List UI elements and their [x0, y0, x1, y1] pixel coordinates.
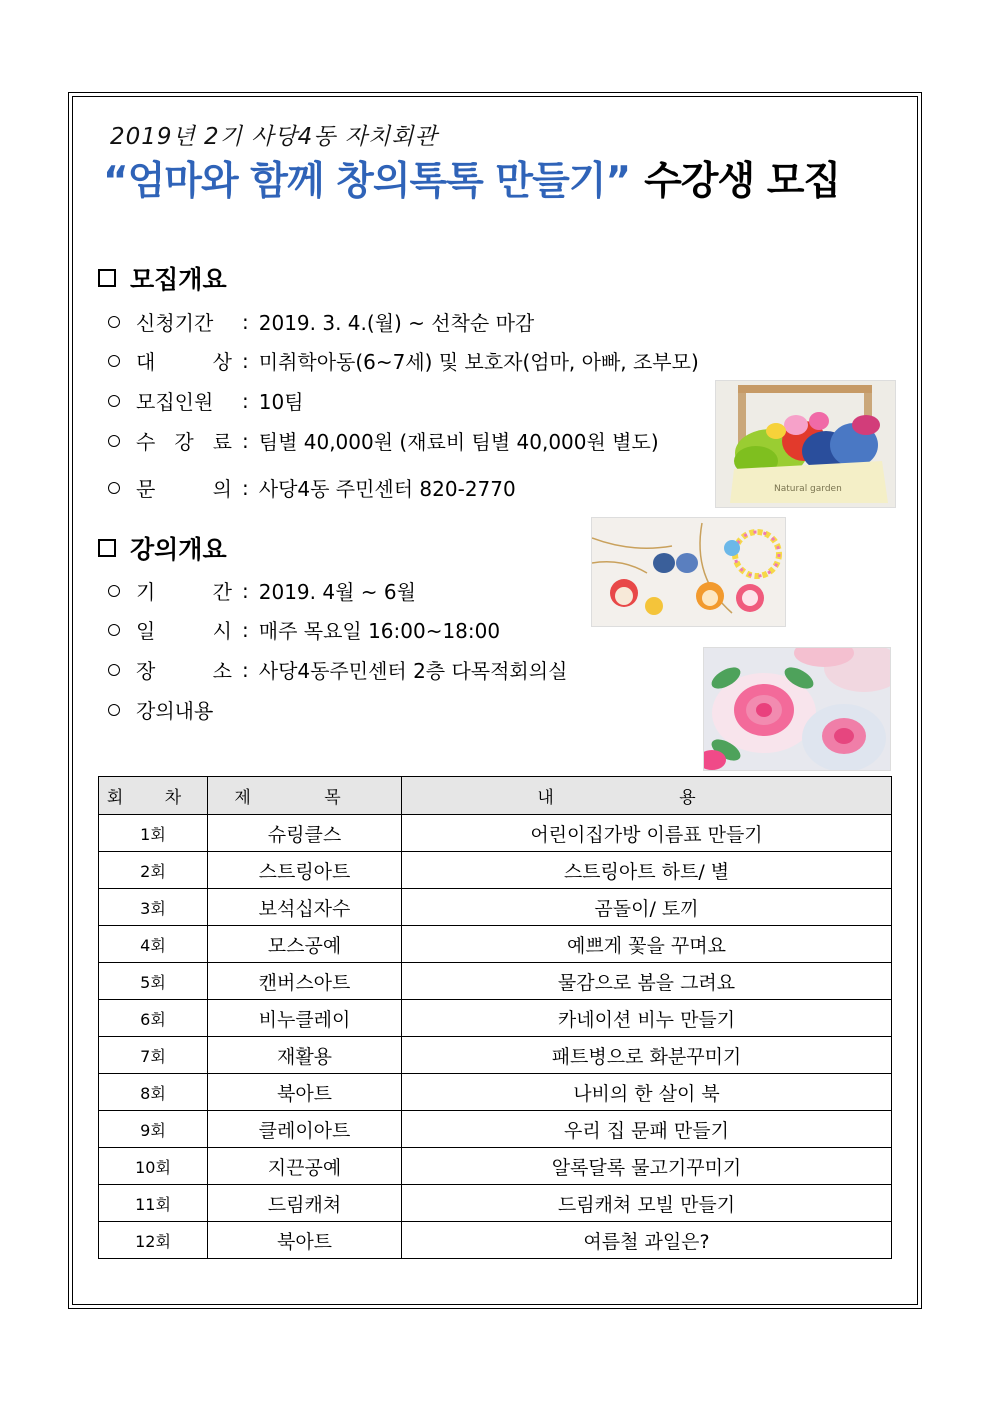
cell-content: 나비의 한 살이 북 — [402, 1074, 892, 1111]
cell-title: 스트링아트 — [208, 852, 402, 889]
circle-bullet-icon — [108, 316, 120, 328]
cell-title: 슈링클스 — [208, 815, 402, 852]
cell-content: 스트링아트 하트/ 별 — [402, 852, 892, 889]
table-row — [99, 1111, 892, 1148]
info-value: 매주 목요일 16:00~18:00 — [258, 619, 501, 643]
info-row-contact: 문 의 : 사당4동 주민센터 820-2770 — [108, 473, 516, 502]
planter-label: Natural garden — [774, 484, 842, 494]
table-row — [99, 815, 892, 852]
cell-title: 재활용 — [208, 1037, 402, 1074]
cell-title: 캔버스아트 — [208, 963, 402, 1000]
info-value: 2019. 3. 4.(월) ~ 선착순 마감 — [258, 311, 535, 335]
cell-round: 9회 — [99, 1111, 208, 1148]
table-row — [99, 1037, 892, 1074]
header-content: 내 용 — [402, 777, 892, 815]
cell-content: 물감으로 봄을 그려요 — [402, 963, 892, 1000]
info-row-period: 신청기간 : 2019. 3. 4.(월) ~ 선착순 마감 — [108, 307, 534, 336]
circle-bullet-icon — [108, 395, 120, 407]
cell-round: 11회 — [99, 1185, 208, 1222]
cell-title: 클레이아트 — [208, 1111, 402, 1148]
cell-content: 예쁘게 꽃을 꾸며요 — [402, 926, 892, 963]
table-row — [99, 1074, 892, 1111]
table-row — [99, 963, 892, 1000]
cell-title: 지끈공예 — [208, 1148, 402, 1185]
table-row — [99, 889, 892, 926]
table-row — [99, 1185, 892, 1222]
circle-bullet-icon — [108, 704, 120, 716]
info-value: 2019. 4월 ~ 6월 — [258, 580, 416, 604]
cell-title: 드림캐쳐 — [208, 1185, 402, 1222]
title-quoted: “엄마와 함께 창의톡톡 만들기” — [103, 159, 631, 204]
circle-bullet-icon — [108, 482, 120, 494]
cell-round: 7회 — [99, 1037, 208, 1074]
circle-bullet-icon — [108, 355, 120, 367]
table-row — [99, 1148, 892, 1185]
info-value: 사당4동주민센터 2층 다목적회의실 — [258, 659, 568, 683]
subtitle: 2019년 2기 사당4동 자치회관 — [110, 124, 438, 150]
cell-content: 곰돌이/ 토끼 — [402, 889, 892, 926]
cell-content: 어린이집가방 이름표 만들기 — [402, 815, 892, 852]
table-row — [99, 1222, 892, 1259]
cell-content: 우리 집 문패 만들기 — [402, 1111, 892, 1148]
recruit-heading-text: 모집개요 — [130, 265, 227, 294]
lecture-heading-text: 강의개요 — [130, 535, 227, 564]
cell-round: 10회 — [99, 1148, 208, 1185]
info-label: 강의내용 — [136, 699, 214, 723]
info-row-capacity: 모집인원 : 10팀 — [108, 386, 304, 415]
info-label: 기 간 — [136, 580, 232, 604]
cell-title: 비누클레이 — [208, 1000, 402, 1037]
schedule-table — [98, 776, 892, 1259]
cell-round: 6회 — [99, 1000, 208, 1037]
info-row-duration: 기 간 : 2019. 4월 ~ 6월 — [108, 576, 416, 605]
cell-round: 1회 — [99, 815, 208, 852]
table-row — [99, 926, 892, 963]
info-label: 모집인원 — [136, 390, 214, 414]
table-row — [99, 1000, 892, 1037]
cell-round: 2회 — [99, 852, 208, 889]
cell-content: 드림캐쳐 모빌 만들기 — [402, 1185, 892, 1222]
header-title: 제 목 — [208, 777, 402, 815]
cell-content: 알록달록 물고기꾸미기 — [402, 1148, 892, 1185]
rose-soap-photo — [703, 647, 891, 771]
info-label: 신청기간 — [136, 311, 214, 335]
table-header-row — [99, 777, 892, 815]
info-row-target: 대 상 : 미취학아동(6~7세) 및 보호자(엄마, 아빠, 조부모) — [108, 346, 699, 375]
cell-content: 여름철 과일은? — [402, 1222, 892, 1259]
charm-necklace-photo — [591, 517, 786, 627]
cell-content: 패트병으로 화분꾸미기 — [402, 1037, 892, 1074]
info-row-schedule: 일 시 : 매주 목요일 16:00~18:00 — [108, 615, 500, 644]
circle-bullet-icon — [108, 585, 120, 597]
info-label: 장 소 — [136, 659, 232, 683]
info-label: 일 시 — [136, 619, 232, 643]
checkbox-icon — [98, 539, 116, 557]
circle-bullet-icon — [108, 435, 120, 447]
info-row-fee: 수 강 료 : 팀별 40,000원 (재료비 팀별 40,000원 별도) — [108, 426, 659, 455]
cell-round: 3회 — [99, 889, 208, 926]
title-rest: 수강생 모집 — [644, 159, 841, 204]
cell-round: 12회 — [99, 1222, 208, 1259]
info-label: 대 상 — [136, 350, 232, 374]
header-round: 회 차 — [99, 777, 208, 815]
cell-round: 8회 — [99, 1074, 208, 1111]
checkbox-icon — [98, 269, 116, 287]
info-row-content — [108, 695, 213, 724]
lecture-heading — [98, 530, 227, 566]
info-value: 10팀 — [258, 390, 304, 414]
info-row-place: 장 소 : 사당4동주민센터 2층 다목적회의실 — [108, 655, 567, 684]
circle-bullet-icon — [108, 624, 120, 636]
info-value: 팀별 40,000원 (재료비 팀별 40,000원 별도) — [258, 430, 659, 454]
cell-title: 보석십자수 — [208, 889, 402, 926]
cell-title: 북아트 — [208, 1074, 402, 1111]
recruit-heading — [98, 260, 227, 296]
table-row — [99, 852, 892, 889]
cell-round: 5회 — [99, 963, 208, 1000]
info-value: 미취학아동(6~7세) 및 보호자(엄마, 아빠, 조부모) — [258, 350, 699, 374]
cell-content: 카네이션 비누 만들기 — [402, 1000, 892, 1037]
moss-planter-photo — [715, 380, 896, 508]
circle-bullet-icon — [108, 664, 120, 676]
info-label: 문 의 — [136, 477, 232, 501]
cell-title: 북아트 — [208, 1222, 402, 1259]
cell-title: 모스공예 — [208, 926, 402, 963]
info-label: 수 강 료 — [136, 430, 232, 454]
page-title — [103, 150, 840, 206]
cell-round: 4회 — [99, 926, 208, 963]
info-value: 사당4동 주민센터 820-2770 — [258, 477, 516, 501]
